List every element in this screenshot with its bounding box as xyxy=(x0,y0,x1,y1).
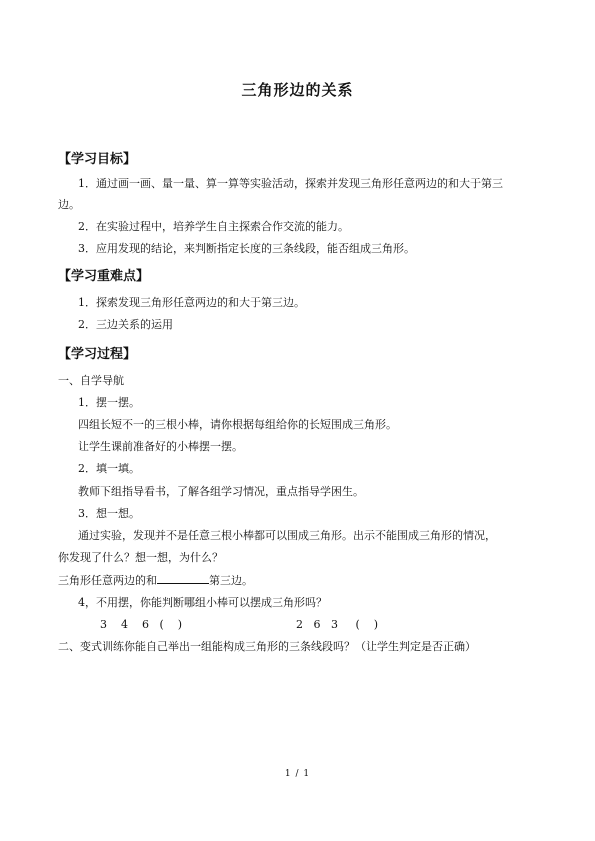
key-point-item-2: 2．三边关系的运用 xyxy=(78,318,173,331)
step-3-text-2: 你发现了什么？想一想，为什么？ xyxy=(58,551,223,564)
objective-item-3: 3．应用发现的结论，来判断指定长度的三条线段，能否组成三角形。 xyxy=(78,242,415,255)
fill-in-sentence xyxy=(58,573,253,588)
step-3: 3．想一想。 xyxy=(78,507,140,520)
key-point-item-1: 1．探索发现三角形任意两边的和大于第三边。 xyxy=(78,296,305,309)
fill-suffix: 第三边。 xyxy=(209,574,253,587)
process-heading: 【学习过程】 xyxy=(58,347,137,362)
objectives-heading: 【学习目标】 xyxy=(58,152,137,167)
page-number: 1 / 1 xyxy=(284,769,311,779)
objective-item-1-cont: 边。 xyxy=(58,198,80,211)
step-2: 2．填一填。 xyxy=(78,462,140,475)
objective-item-1: 1．通过画一画、量一量、算一算等实验活动，探索并发现三角形任意两边的和大于第三 xyxy=(78,177,503,190)
step-3-text-1: 通过实验，发现并不是任意三根小棒都可以围成三角形。出示不能围成三角形的情况， xyxy=(78,529,496,542)
stick-group-1: 3 4 6 ( ) xyxy=(100,618,183,631)
key-points-heading: 【学习重难点】 xyxy=(58,269,150,284)
step-2-text: 教师下组指导看书，了解各组学习情况，重点指导学困生。 xyxy=(78,485,364,498)
page-title: 三角形边的关系 xyxy=(241,81,354,99)
step-1-text-1: 四组长短不一的三根小棒，请你根据每组给你的长短围成三角形。 xyxy=(78,418,397,431)
objective-item-2: 2．在实验过程中，培养学生自主探索合作交流的能力。 xyxy=(78,220,349,233)
fill-blank xyxy=(157,573,209,584)
step-4: 4，不用摆，你能判断哪组小棒可以摆成三角形吗？ xyxy=(78,596,327,609)
section-2-title: 二、变式训练你能自己举出一组能构成三角形的三条线段吗？（让学生判定是否正确） xyxy=(58,640,476,653)
fill-prefix: 三角形任意两边的和 xyxy=(58,574,157,587)
section-1-title: 一、自学导航 xyxy=(58,374,124,387)
step-1-text-2: 让学生课前准备好的小棒摆一摆。 xyxy=(78,440,243,453)
step-1: 1．摆一摆。 xyxy=(78,396,140,409)
stick-group-2: 2 6 3 ( ) xyxy=(296,618,379,631)
